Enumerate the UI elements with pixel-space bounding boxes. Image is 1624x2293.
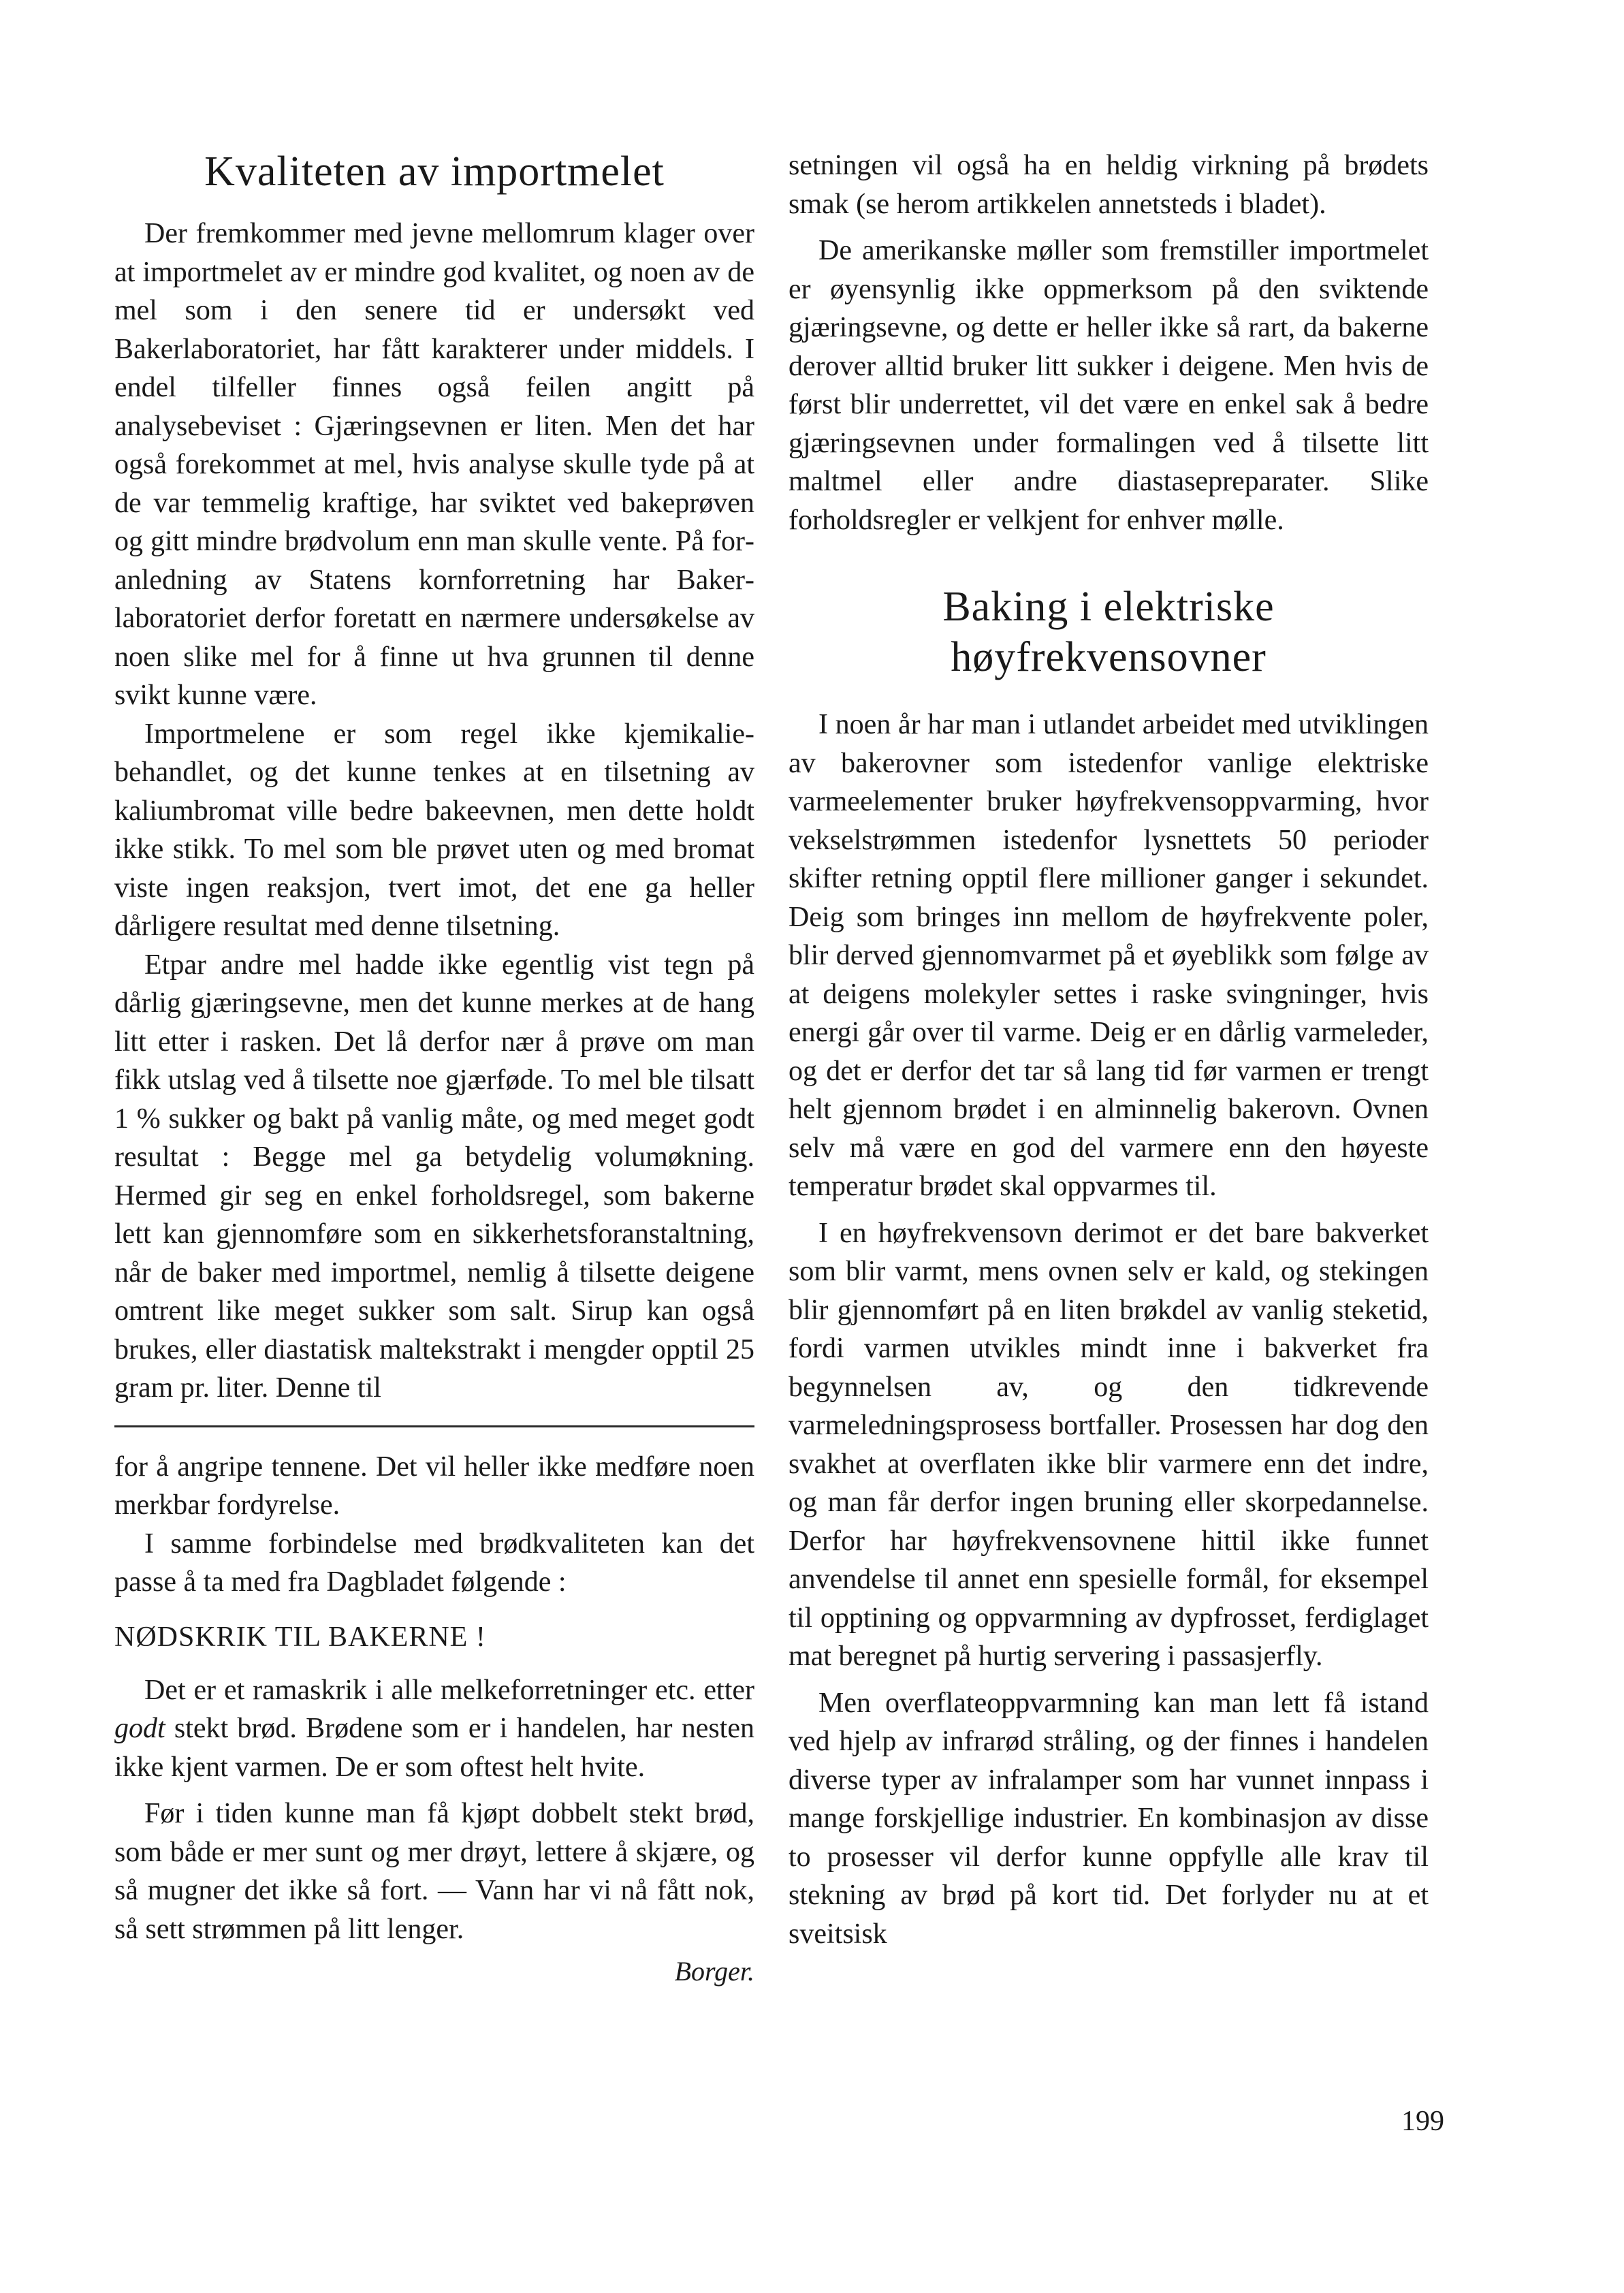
quote-text-start: Det er et ramaskrik i alle melkeforretninger etc. etter <box>144 1674 754 1706</box>
article-paragraph: Etpar andre mel hadde ikke egentlig vist tegn på dårlig gjæringsevne, men det kunne merkes at de hang litt etter i rasken. Det lå derfor nær å prøve om man fikk utslag ved å tilsette noe gjærføde. To mel ble tilsatt 1 % sukker og bakt på vanlig måte, og med meget godt resultat : Begge mel ga betydelig volumøkning. Hermed gir seg en enkel forholdsregel, som bakerne lett kan gjennomføre som en sikkerhetsforanstaltning, når de baker med importmel, nemlig å tilsette deigene omtrent like meget sukker som salt. Sirup kan også brukes, eller diastatisk maltekstrakt i mengder opptil 25 gram pr. liter. Denne til <box>114 949 754 1404</box>
signature: Borger. <box>674 1956 754 1987</box>
quote-headline: NØDSKRIK TIL BAKERNE ! <box>114 1621 486 1653</box>
quote-intro: I samme forbindelse med brødkvaliteten kan det passe å ta med fra Dagbladet følgende : <box>114 1528 754 1598</box>
heading-line: Baking i elektriske <box>942 584 1275 630</box>
left-column <box>114 146 754 1991</box>
quote-emphasis: godt <box>114 1713 165 1744</box>
article-heading-hf-ovens <box>789 582 1429 682</box>
article-paragraph: Men overflateoppvarmning kan man lett få istand ved hjelp av infrarød stråling, og der finnes i handelen diverse typer av infralamper som har vunnet innpass i mange forskjellige industrier. En kombinasjon av disse to prosesser vil derfor kunne oppfylle alle krav til stekning av brød på kort tid. Det forlyder nu at et sveitsisk <box>789 1687 1429 1950</box>
quote-paragraph: Før i tiden kunne man få kjøpt dobbelt stekt brød, som både er mer sunt og mer drøyt, lettere å skjære, og så mugner det ikke så fort. — Vann har vi nå fått nok, så sett strømmen på litt lenger. <box>114 1798 754 1945</box>
page-number: 199 <box>1401 2106 1444 2137</box>
heading-line: høyfrekvensovner <box>951 634 1267 680</box>
right-column <box>789 146 1429 1953</box>
continued-paragraph: setningen vil også ha en heldig virkning på brødets smak (se herom artikkelen annetsteds i bladet). <box>789 150 1429 220</box>
article-paragraph: Importmelene er som regel ikke kjemikaliebehandlet, og det kunne tenkes at en tilsetning av kaliumbromat ville bedre bakeevnen, men dette holdt ikke stikk. To mel som ble prøvet uten og med bromat viste ingen reaksjon, tvert imot, det ene ga heller dårligere resultat med denne tilsetning. <box>114 718 754 942</box>
continued-paragraph: for å angripe tennene. Det vil heller ikke medføre noen merkbar fordyrelse. <box>114 1451 754 1521</box>
quote-paragraph <box>114 1671 754 1787</box>
article-paragraph: Der fremkommer med jevne mellomrum klager over at importmelet av er mindre god kvalitet, og noen av de mel som i den senere tid er undersøkt ved Bakerlaboratoriet, har fått karakterer under middels. I endel tilfeller finnes også feilen angitt på analysebeviset : Gjæringsevnen er liten. Men det har også forekommet at mel, hvis analyse skulle tyde på at de var temmelig kraftige, har sviktet ved bakeprøven og gitt mindre brødvolum enn man skulle vente. På foranledning av Statens kornforretning har Bakerlaboratoriet derfor foretatt en nærmere undersøkelse av noen slike mel for å finne ut hva grunnen til denne svikt kunne være. <box>114 218 754 711</box>
article-paragraph: I noen år har man i utlandet arbeidet med utviklingen av bakerovner som istedenfor vanlige elektriske varmeelementer bruker høyfrekvensoppvarming, hvor vekselstrømmen istedenfor lysnettets 50 perioder skifter retning opptil flere millioner ganger i sekundet. Deig som bringes inn mellom de høyfrekvente poler, blir derved gjennomvarmet på et øyeblikk som følge av at deigens molekyler settes i raske svingninger, hvis energi går over til varme. Deig er en dårlig varmeleder, og det er derfor det tar så lang tid før varmen er trengt helt gjennom brødet i en alminnelig bakerovn. Ovnen selv må være en god del varmere enn den høyeste temperatur brødet skal oppvarmes til. <box>789 709 1429 1202</box>
article-paragraph: I en høyfrekvensovn derimot er det bare bakverket som blir varmt, mens ovnen selv er kald, og stekingen blir gjennomført på en liten brøkdel av vanlig steketid, fordi varmen utvikles mindt inne i bakverket fra begynnelsen av, og den tidkrevende varmeledningsprosess bortfaller. Prosessen har dog den svakhet at overflaten ikke blir varmere enn det indre, og man får derfor ingen bruning eller skorpedannelse. Derfor har høyfrekvensovnene hittil ikke funnet anvendelse til annet enn spesielle formål, for eksempel til opptining og oppvarmning av dypfrosset, ferdiglaget mat beregnet på hurtig servering i passasjerfly. <box>789 1217 1429 1672</box>
article-paragraph: De amerikanske møller som fremstiller importmelet er øyensynlig ikke oppmerksom på den sviktende gjæringsevne, og dette er heller ikke så rart, da bakerne derover alltid bruker litt sukker i deigene. Men hvis de først blir underrettet, vil det være en enkel sak å bedre gjæringsevnen under formalingen ved å tilsette litt maltmel eller andre diastasepreparater. Slike forholdsregler er velkjent for enhver mølle. <box>789 235 1429 536</box>
column-divider-rule <box>114 1425 754 1427</box>
article-heading-import-flour: Kvaliteten av importmelet <box>204 148 665 195</box>
quote-text-end: stekt brød. Brødene som er i handelen, har nesten ikke kjent varmen. De er som oftest helt hvite. <box>114 1713 754 1783</box>
